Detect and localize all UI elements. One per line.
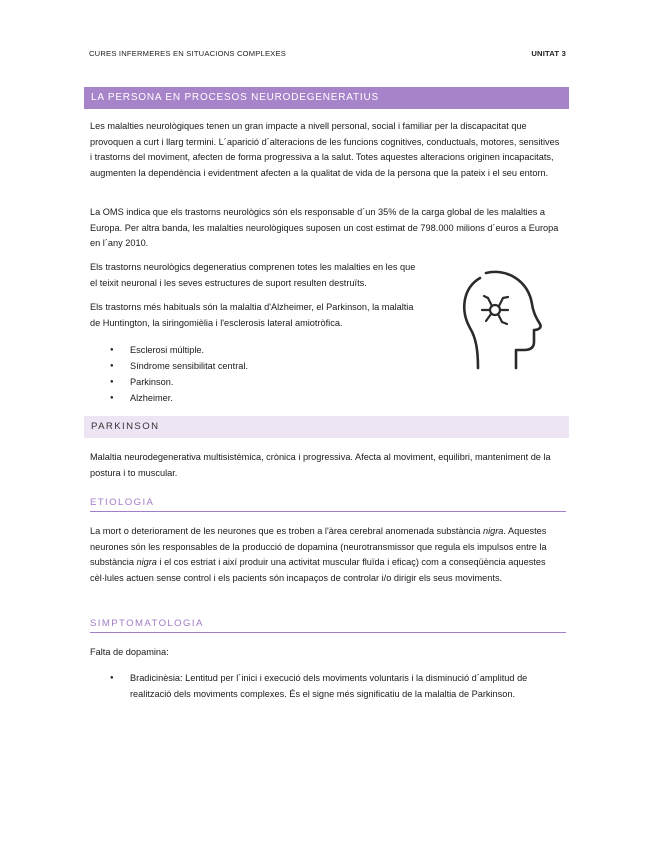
disease-list	[90, 342, 248, 406]
intro-paragraph: Les malalties neurològiques tenen un gran impacte a nivell personal, social i familiar per la discapacitat que provoquen a curt i llarg termini. L´aparició d´alteracions de les funcions cognitives, conductuals, motores, sensitives i trastorns del moviment, afecten de forma progressiva a la salut. Totes aquestes alteracions originen incapacitats, augmenten la dependència i evidentment afecten a la qualitat de vida de la persona que la pateix i el seu entorn.	[90, 121, 560, 178]
list-item: ● Alzheimer.	[90, 390, 248, 406]
list-item: ● Síndrome sensibilitat central.	[90, 358, 248, 374]
running-header-right: UNITAT 3	[531, 49, 566, 58]
degenerative-paragraph: Els trastorns neurològics degeneratius comprenen totes les malalties en les que el teixit neuronal i les seves estructures de suport resulten destruïts.	[90, 262, 416, 288]
etiologia-heading: ETIOLOGIA	[90, 497, 566, 512]
chapter-banner: LA PERSONA EN PROCESOS NEURODEGENERATIUS	[84, 87, 569, 109]
parkinson-intro: Malaltia neurodegenerativa multisistèmica, crònica i progressiva. Afecta al moviment, equilibri, manteniment de la postura i to muscular.	[90, 452, 551, 478]
oms-paragraph: La OMS indica que els trastorns neurològics són els responsable d´un 35% de la carga global de les malalties a Europa. Per altra banda, les malalties neurològiques suposen un cost estimat de 798.000 milions d´euros a Europa en l´any 2010.	[90, 207, 559, 248]
bradicinesia-item: ● Bradicinèsia: Lentitud per l´inici i execució dels moviments voluntaris i la disminució d´amplitud de realització dels moviments complexes. És el signe més significatiu de la malaltia de Parkinson.	[110, 673, 528, 699]
head-neuron-icon	[458, 270, 542, 370]
common-disorders-paragraph: Els trastorns més habituals són la malaltia d'Alzheimer, el Parkinson, la malaltia de Huntington, la siringomièlia i l'esclerosis lateral amiotròfica.	[90, 302, 414, 328]
list-item: ● Parkinson.	[90, 374, 248, 390]
dopamine-lead: Falta de dopamina:	[90, 647, 169, 657]
parkinson-heading: PARKINSON	[84, 416, 569, 438]
running-header-left: CURES INFERMERES EN SITUACIONS COMPLEXES	[89, 49, 287, 58]
etiologia-paragraph: La mort o deteriorament de les neurones que es troben a l'àrea cerebral anomenada substància nigra. Aquestes neurones són les responsables de la producció de dopamina (neurotransmissor que regula els impulsos entre la substància nigra i el cos estriat i així produir una activitat muscular fluïda i eficaç) com a conseqüència aquestes cèl·lules actuen sense control i els pacients són incapaços de controlar i/o dirigir els seus moviments.	[90, 526, 547, 583]
simptomatologia-heading: SIMPTOMATOLOGIA	[90, 618, 566, 633]
bullet-dot: ●	[110, 675, 114, 681]
list-item: ● Esclerosi múltiple.	[90, 342, 248, 358]
